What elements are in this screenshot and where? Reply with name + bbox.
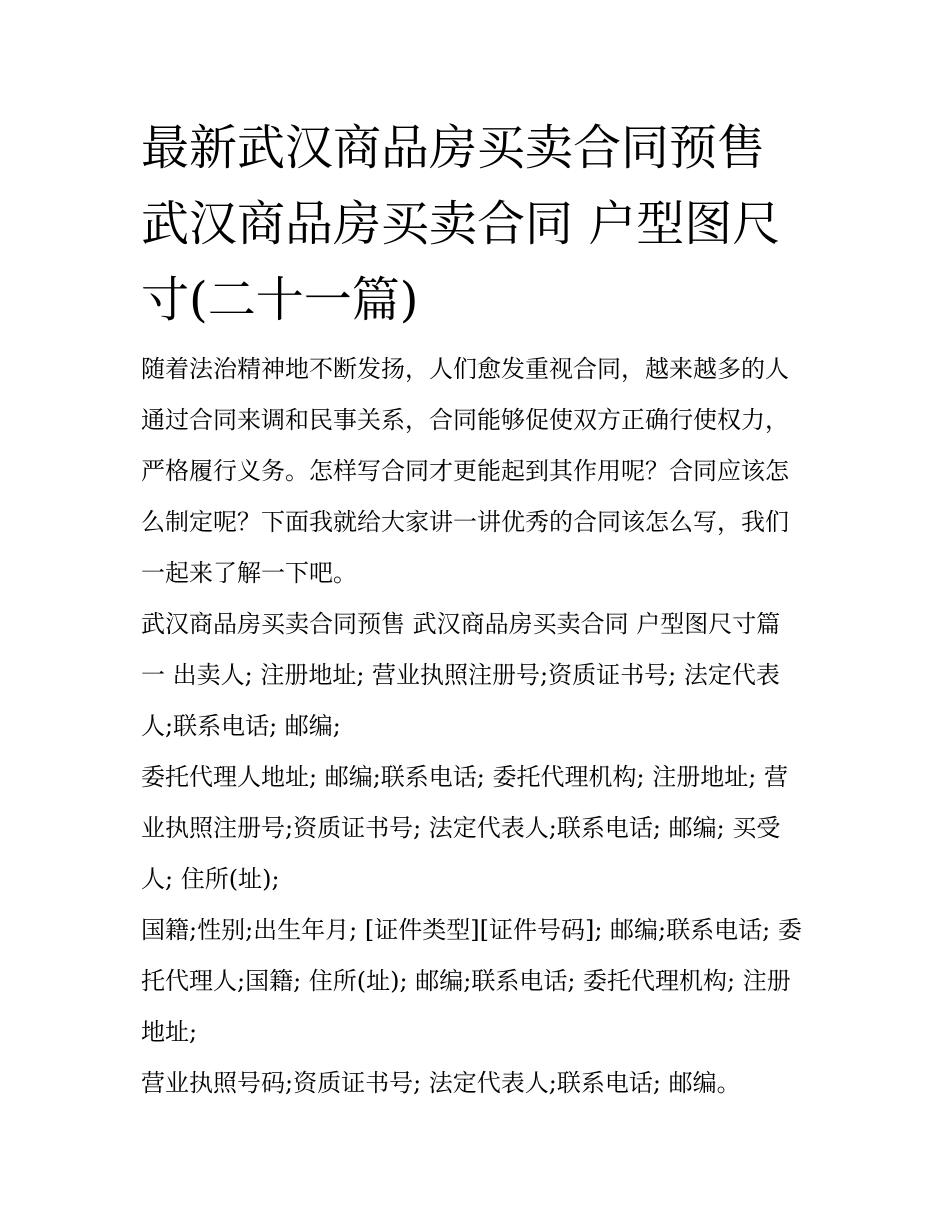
text-line: 随着法治精神地不断发扬，人们愈发重视合同，越来越多的人 — [141, 355, 789, 383]
text-line: 托代理人;国籍; 住所(址); 邮编;联系电话; 委托代理机构; 注册 — [141, 967, 791, 995]
title-line: 寸(二十一篇) — [141, 272, 419, 328]
text-line: 人; 住所(址); — [141, 865, 280, 893]
license-paragraph — [141, 1058, 817, 1109]
text-line: 业执照注册号;资质证书号; 法定代表人;联系电话; 邮编; 买受 — [141, 814, 781, 842]
text-line: 武汉商品房买卖合同预售 武汉商品房买卖合同 户型图尺寸篇 — [141, 610, 781, 638]
text-line: 地址; — [141, 1018, 198, 1046]
agent-paragraph — [141, 752, 817, 905]
document-content — [141, 110, 817, 1109]
text-line: 人;联系电话; 邮编; — [141, 712, 341, 740]
text-line: 营业执照号码;资质证书号; 法定代表人;联系电话; 邮编。 — [141, 1069, 741, 1097]
text-line: 国籍;性别;出生年月; [证件类型][证件号码]; 邮编;联系电话; 委 — [141, 916, 802, 944]
buyer-paragraph — [141, 905, 817, 1058]
text-line: 一起来了解一下吧。 — [141, 559, 357, 587]
title-line: 武汉商品房买卖合同 户型图尺 — [141, 196, 781, 252]
text-line: 委托代理人地址; 邮编;联系电话; 委托代理机构; 注册地址; 营 — [141, 763, 788, 791]
text-line: 么制定呢？下面我就给大家讲一讲优秀的合同该怎么写，我们 — [141, 508, 789, 536]
text-line: 严格履行义务。怎样写合同才更能起到其作用呢？合同应该怎 — [141, 457, 789, 485]
seller-paragraph — [141, 599, 817, 752]
title-line: 最新武汉商品房买卖合同预售 — [141, 120, 766, 176]
intro-paragraph — [141, 344, 817, 599]
text-line: 一 出卖人; 注册地址; 营业执照注册号;资质证书号; 法定代表 — [141, 661, 780, 689]
text-line: 通过合同来调和民事关系，合同能够促使双方正确行使权力， — [141, 406, 789, 434]
document-title — [141, 110, 817, 338]
